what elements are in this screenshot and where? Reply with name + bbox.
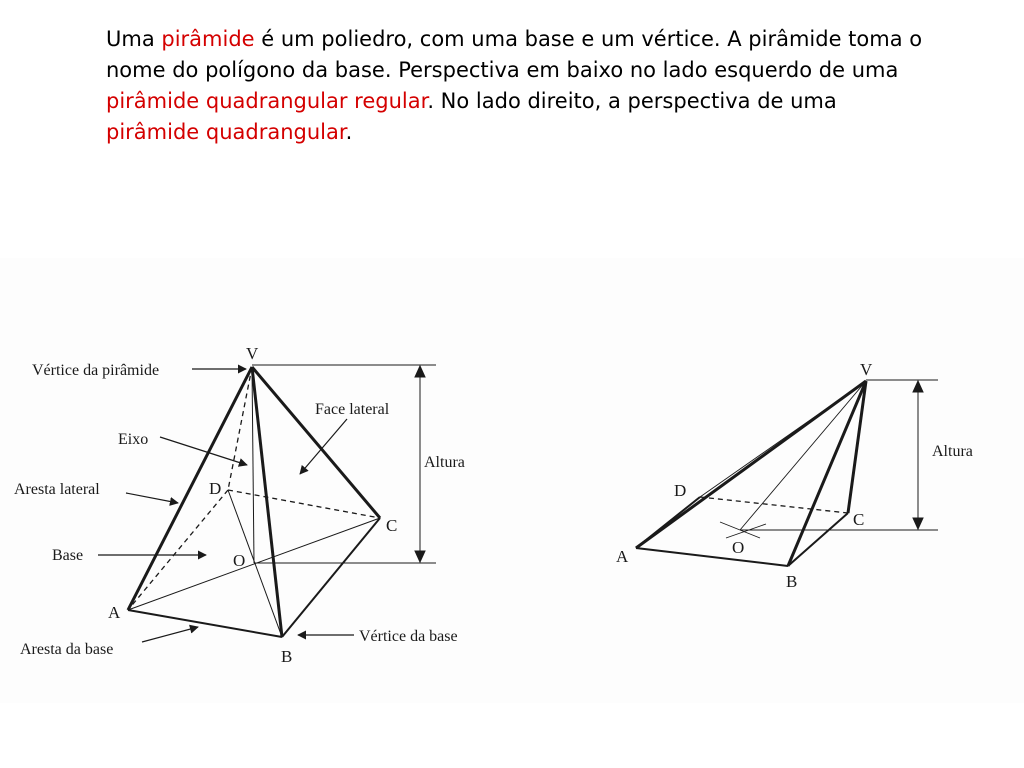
edge-bc-right: [788, 513, 848, 566]
edge-vc: [252, 367, 380, 518]
vertex-a-label: A: [108, 603, 121, 622]
base-mark-2: [726, 524, 766, 538]
label-vertice-piramide: Vértice da pirâmide: [32, 362, 160, 379]
axis-line: [252, 367, 254, 563]
pyramid-diagrams: [0, 258, 1024, 703]
edge-ad-right: [636, 497, 700, 548]
label-altura-right: Altura: [932, 443, 973, 460]
intro-text-3: . No lado direito, a perspectiva de uma: [427, 89, 837, 113]
edge-ab-right: [636, 548, 788, 566]
vertex-a-label-right: A: [616, 547, 629, 566]
intro-text-1: Uma: [106, 27, 162, 51]
visible-edges-right: [636, 381, 866, 566]
arrowhead-up-icon: [913, 381, 923, 392]
edge-dc-hidden: [228, 490, 380, 518]
edge-vd-hidden: [228, 367, 252, 490]
term-piramide-quadrangular: pirâmide quadrangular: [106, 120, 346, 144]
arrowhead-up-icon: [415, 366, 425, 377]
arrowhead-down-icon: [415, 551, 425, 562]
arrowhead-down-icon: [913, 518, 923, 529]
label-aresta-lateral: Aresta lateral: [14, 481, 100, 498]
vertex-b-label-right: B: [786, 572, 798, 591]
vertex-d-label: D: [209, 479, 222, 498]
vertex-o-label: O: [233, 551, 246, 570]
internal-lines-right: [700, 381, 866, 538]
edge-ab: [128, 610, 282, 637]
intro-text-2: é um poliedro, com uma base e um vértice. A pirâmide toma o nome do polígono da base. Perspectiva em baixo no lado esquerdo de uma: [106, 27, 923, 82]
label-vertice-base: Vértice da base: [359, 628, 458, 645]
edge-dc-hidden-right: [700, 497, 848, 513]
vertex-v-label-right: V: [860, 360, 873, 379]
regular-pyramid-figure: [14, 344, 465, 666]
height-dimension-right: [740, 380, 938, 530]
label-face-lateral: Face lateral: [315, 401, 390, 418]
edge-va: [128, 367, 252, 610]
label-aresta-base: Aresta da base: [20, 641, 114, 658]
intro-paragraph: [106, 24, 926, 148]
vertex-c-label: C: [386, 516, 398, 535]
oblique-pyramid-figure: [616, 360, 973, 591]
vertex-d-label-right: D: [674, 481, 687, 500]
label-eixo: Eixo: [118, 431, 149, 448]
vertex-b-label: B: [281, 647, 293, 666]
term-piramide: pirâmide: [161, 27, 255, 51]
arrow-face-lateral: [300, 419, 347, 474]
vertex-c-label-right: C: [853, 510, 865, 529]
figure-panel: [0, 258, 1024, 703]
label-base: Base: [52, 547, 84, 564]
vertex-o-label-right: O: [732, 538, 745, 557]
arrow-aresta-lateral: [126, 493, 178, 503]
arrow-aresta-base: [142, 627, 198, 642]
intro-text-4: .: [345, 120, 353, 144]
height-dimension: [252, 365, 436, 563]
term-piramide-quadrangular-regular: pirâmide quadrangular regular: [106, 89, 428, 113]
vertex-v-label: V: [246, 344, 259, 363]
label-altura-left: Altura: [424, 454, 465, 471]
